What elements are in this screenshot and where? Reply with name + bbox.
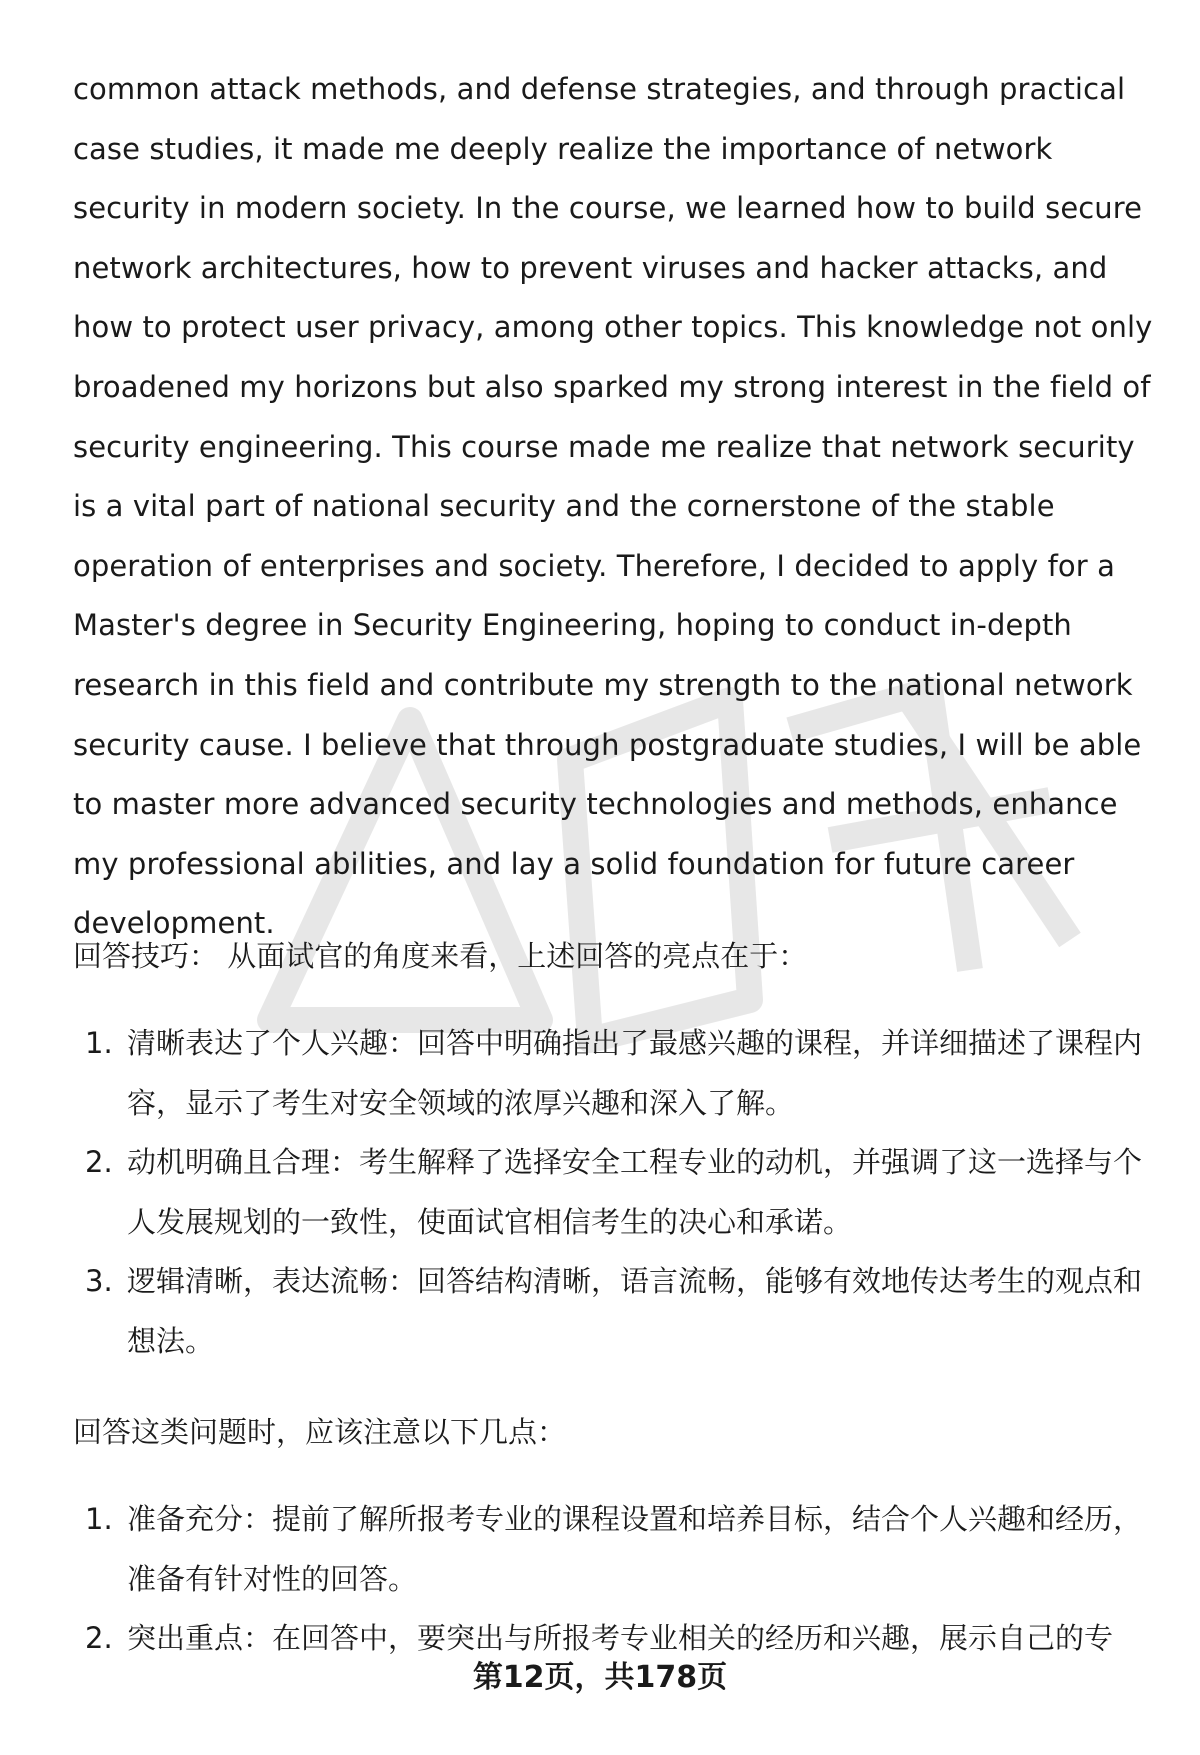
body-paragraph: common attack methods, and defense strategies, and through practical case studies, it made me deeply realize the importance of network security in modern society. In the course, we learned how to build secure network architectures, how to prevent viruses and hacker attacks, and how to protect user privacy, among other topics. This knowledge not only broadened my horizons but also sparked my strong interest in the field of security engineering. This course made me realize that network security is a vital part of national security and the cornerstone of the stable operation of enterprises and society. Therefore, I decided to apply for a Master's degree in Security Engineering, hoping to conduct in-depth research in this field and contribute my strength to the national network security cause. I believe that through postgraduate studies, I will be able to master more advanced security technologies and methods, enhance my professional abilities, and lay a solid foundation for future career development. [73, 72, 1153, 941]
list-item [73, 1490, 1155, 1609]
body-content [73, 60, 1155, 954]
notes-list [73, 1490, 1155, 1669]
list-item-text: 突出重点：在回答中，要突出与所报考专业相关的经历和兴趣，展示自己的专 [127, 1621, 1114, 1656]
notes-heading: 回答这类问题时，应该注意以下几点： [73, 1415, 567, 1449]
list-number: 2. [85, 1621, 113, 1656]
page-footer: 第12页，共178页 [472, 1660, 728, 1695]
tips-heading: 回答技巧： 从面试官的角度来看，上述回答的亮点在于： [73, 939, 808, 973]
list-number: 1. [85, 1502, 113, 1536]
list-number: 1. [85, 1026, 113, 1060]
list-item-text: 准备充分：提前了解所报考专业的课程设置和培养目标，结合个人兴趣和经历，准备有针对性的回答。 [127, 1502, 1143, 1596]
list-item [73, 1133, 1155, 1252]
tips-list [73, 1014, 1155, 1372]
list-number: 3. [85, 1264, 113, 1299]
list-item-text: 逻辑清晰，表达流畅：回答结构清晰，语言流畅，能够有效地传达考生的观点和想法。 [127, 1264, 1143, 1358]
list-item [73, 1252, 1155, 1371]
list-number: 2. [85, 1145, 113, 1180]
list-item-text: 动机明确且合理：考生解释了选择安全工程专业的动机，并强调了这一选择与个人发展规划的一致性，使面试官相信考生的决心和承诺。 [127, 1145, 1143, 1239]
list-item [73, 1014, 1155, 1133]
list-item-text: 清晰表达了个人兴趣：回答中明确指出了最感兴趣的课程，并详细描述了课程内容，显示了考生对安全领域的浓厚兴趣和深入了解。 [127, 1026, 1143, 1120]
